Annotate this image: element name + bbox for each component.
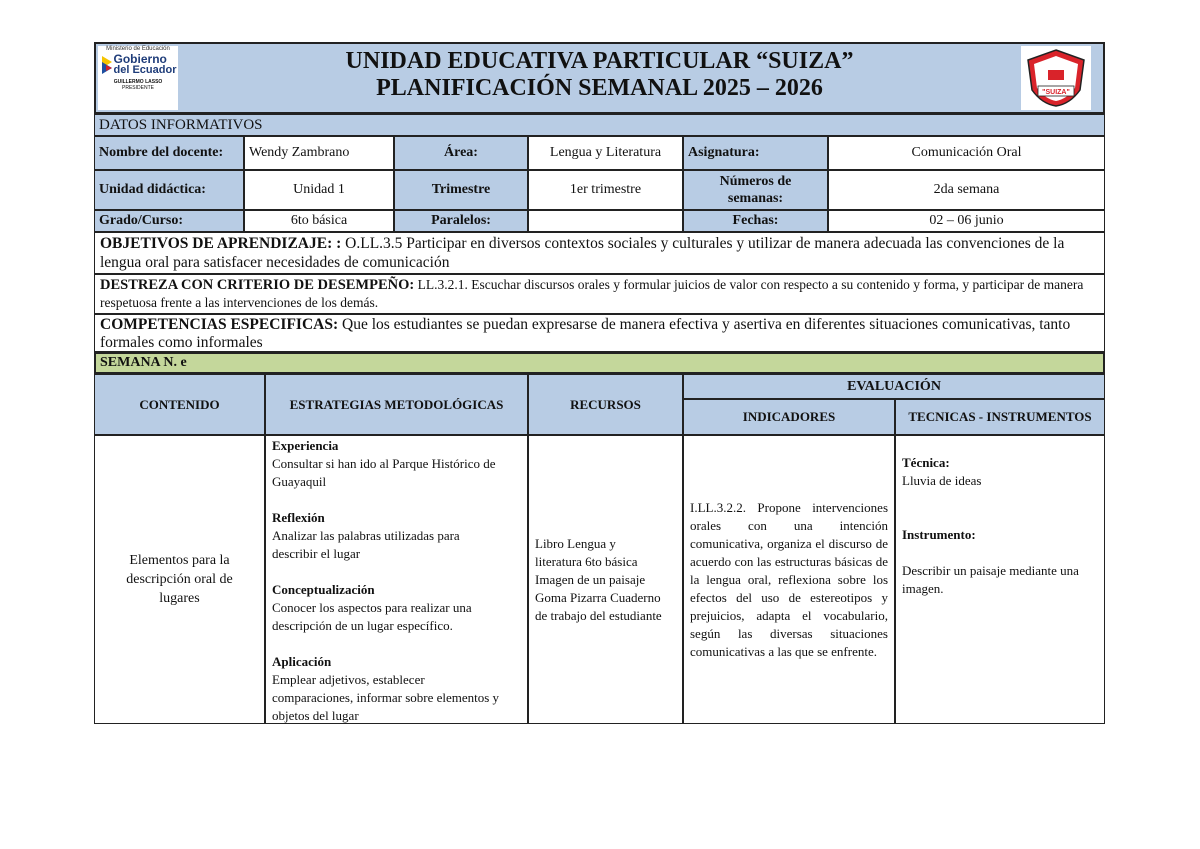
- destreza-text: LL.3.2.1. Escuchar discursos orales y formular juicios de valor con respecto a su contenido y forma, y participar de manera respetuosa frente a las intervenciones de los demás.: [100, 277, 1084, 310]
- tecnica-label: Técnica:: [902, 455, 950, 470]
- ministry-logo-president-title: PRESIDENTE: [122, 85, 154, 91]
- school-name: UNIDAD EDUCATIVA PARTICULAR “SUIZA”: [345, 48, 854, 74]
- indicadores-text: I.LL.3.2.2. Propone intervenciones orales con una intención comunicativa, organiza el discurso de acuerdo con las estructuras básicas de la lengua oral, reflexiona sobre los efectos del uso de estereotipos y prejuicios, adapta el vocabulario, según las diversas situaciones comunicativas a las que se enfrente.: [690, 499, 888, 659]
- semanas-value: 2da semana: [828, 170, 1105, 210]
- estrategias-cell: [265, 435, 528, 724]
- ministry-logo-ecuador: del Ecuador: [113, 64, 177, 76]
- tecnicas-cell: [895, 435, 1105, 724]
- objetivos-text: O.LL.3.5 Participar en diversos contextos sociales y culturales y utilizar de manera adecuada las convenciones de la lengua oral para satisfacer necesidades de comunicación: [100, 235, 1065, 271]
- tecnica-value: Lluvia de ideas: [902, 473, 982, 488]
- estrategia-title: Aplicación: [272, 654, 332, 669]
- col-tecnicas-header: TECNICAS - INSTRUMENTOS: [895, 399, 1105, 435]
- unidad-value: Unidad 1: [244, 170, 394, 210]
- document-title: [186, 48, 1013, 102]
- planning-title: PLANIFICACIÓN SEMANAL 2025 – 2026: [376, 75, 823, 101]
- recursos-cell: [528, 435, 683, 724]
- competencias-text: Que los estudiantes se puedan expresarse de manera efectiva y asertiva en diferentes situaciones comunicativas, tanto formales como informales: [100, 316, 1071, 351]
- estrategia-title: Reflexión: [272, 510, 325, 525]
- fechas-value: 02 – 06 junio: [828, 210, 1105, 232]
- estrategia-aplicacion: [272, 653, 505, 724]
- school-shield-icon: [1024, 48, 1088, 108]
- area-label: Área:: [394, 136, 528, 170]
- asignatura-label: Asignatura:: [683, 136, 828, 170]
- paralelos-value: [528, 210, 683, 232]
- trimestre-label: Trimestre: [394, 170, 528, 210]
- instrumento-value: Describir un paisaje mediante una imagen.: [902, 563, 1079, 596]
- col-evaluacion-header: EVALUACIÓN: [683, 374, 1105, 399]
- estrategia-reflexion: [272, 509, 505, 563]
- objetivos-label: OBJETIVOS DE APRENDIZAJE: :: [100, 235, 342, 252]
- docente-value: Wendy Zambrano: [244, 136, 394, 170]
- header-row: [94, 42, 1105, 114]
- destreza-label: DESTREZA CON CRITERIO DE DESEMPEÑO:: [100, 277, 415, 293]
- ministry-logo-president: GUILLERMO LASSO: [113, 79, 163, 85]
- estrategia-conceptualizacion: [272, 581, 505, 635]
- col-recursos-header: RECURSOS: [528, 374, 683, 435]
- estrategia-experiencia: [272, 437, 505, 491]
- estrategia-text: Analizar las palabras utilizadas para describir el lugar: [272, 528, 460, 561]
- paralelos-label: Paralelos:: [394, 210, 528, 232]
- estrategia-title: Experiencia: [272, 438, 339, 453]
- ministry-logo-gobierno: Gobierno: [113, 52, 167, 66]
- unidad-label: Unidad didáctica:: [94, 170, 244, 210]
- col-indicadores-header: INDICADORES: [683, 399, 895, 435]
- grado-label: Grado/Curso:: [94, 210, 244, 232]
- recursos-text: Libro Lengua y literatura 6to básica Imagen de un paisaje Goma Pizarra Cuaderno de trabajo del estudiante: [535, 535, 662, 623]
- competencias-row: [94, 314, 1105, 352]
- ministry-logo-caption: Ministerio de Educación: [106, 46, 170, 52]
- estrategia-text: Conocer los aspectos para realizar una descripción de un lugar específico.: [272, 600, 472, 633]
- asignatura-value: Comunicación Oral: [828, 136, 1105, 170]
- indicadores-cell: [683, 435, 895, 724]
- contenido-cell: [94, 435, 265, 724]
- objetivos-row: [94, 232, 1105, 274]
- competencias-label: COMPETENCIAS ESPECIFICAS:: [100, 316, 339, 333]
- contenido-text: Elementos para la descripción oral de lugares: [126, 553, 233, 606]
- semanas-label: Números de semanas:: [683, 170, 828, 210]
- area-value: Lengua y Literatura: [528, 136, 683, 170]
- school-logo: [1021, 46, 1091, 110]
- school-logo-text: "SUIZA": [1042, 89, 1070, 96]
- grado-value: 6to básica: [244, 210, 394, 232]
- estrategia-text: Emplear adjetivos, establecer comparaciones, informar sobre elementos y objetos del lugar: [272, 672, 500, 723]
- estrategia-title: Conceptualización: [272, 582, 375, 597]
- trimestre-value: 1er trimestre: [528, 170, 683, 210]
- instrumento-label: Instrumento:: [902, 527, 976, 542]
- col-contenido-header: CONTENIDO: [94, 374, 265, 435]
- semana-row: SEMANA N. e: [94, 352, 1105, 374]
- col-estrategias-header: ESTRATEGIAS METODOLÓGICAS: [265, 374, 528, 435]
- datos-informativos-title: DATOS INFORMATIVOS: [94, 114, 1105, 136]
- destreza-row: [94, 274, 1105, 314]
- fechas-label: Fechas:: [683, 210, 828, 232]
- ministry-logo: [98, 46, 178, 110]
- docente-label: Nombre del docente:: [94, 136, 244, 170]
- estrategia-text: Consultar si han ido al Parque Histórico de Guayaquil: [272, 456, 496, 489]
- ecuador-flag-icon: [100, 54, 114, 76]
